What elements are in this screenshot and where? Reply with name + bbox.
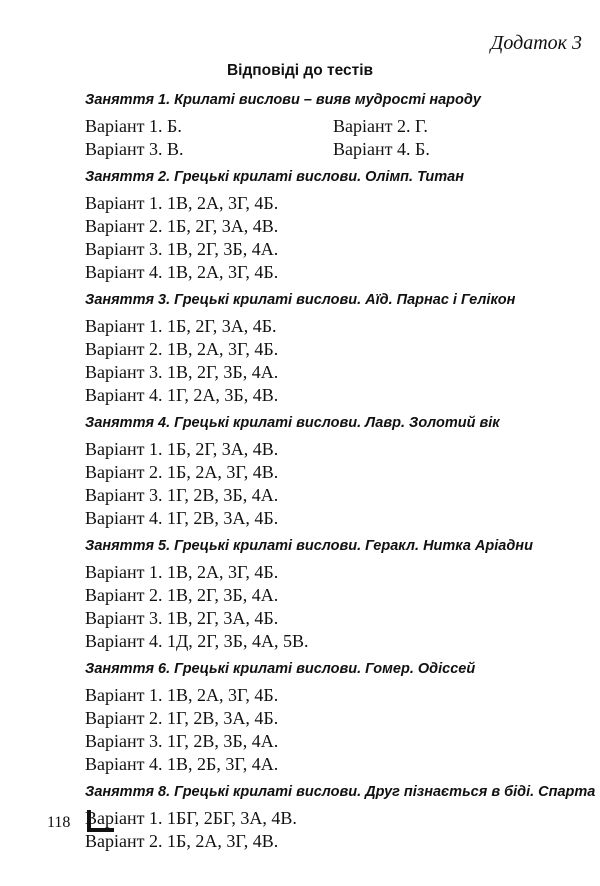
answer-line: Варіант 3. 1В, 2Г, 3Б, 4А. [85, 239, 279, 259]
answer-line: Варіант 1. Б. [85, 116, 182, 136]
page-title: Відповіді до тестів [226, 62, 374, 79]
answer-line: Варіант 3. 1В, 2Г, 3А, 4Б. [85, 608, 279, 628]
page-corner-mark [86, 808, 116, 834]
answer-line: Варіант 2. 1Г, 2В, 3А, 4Б. [85, 708, 279, 728]
lesson-heading: Заняття 8. Грецькі крилаті вислови. Друг пізнається в біді. Спарта [85, 784, 596, 800]
answer-line: Варіант 4. 1Г, 2В, 3А, 4Б. [85, 508, 279, 528]
answer-line: Варіант 3. 1В, 2Г, 3Б, 4А. [85, 362, 279, 382]
lesson-heading: Заняття 2. Грецькі крилаті вислови. Олімп. Титан [85, 169, 464, 185]
lesson-section-4 [85, 415, 575, 530]
answer-line: Варіант 2. 1В, 2А, 3Г, 4Б. [85, 339, 279, 359]
answer-line: Варіант 3. 1Г, 2В, 3Б, 4А. [85, 485, 279, 505]
lesson-section-8 [85, 784, 596, 853]
answer-line: Варіант 1. 1Б, 2Г, 3А, 4Б. [85, 316, 277, 336]
lesson-section-2 [85, 169, 575, 284]
answer-line: Варіант 4. 1В, 2Б, 3Г, 4А. [85, 754, 279, 774]
lesson-section-5 [85, 538, 575, 653]
answer-list [85, 807, 575, 853]
appendix-label: Додаток 3 [490, 32, 582, 54]
lesson-heading: Заняття 3. Грецькі крилаті вислови. Аїд. Парнас і Гелікон [85, 292, 516, 308]
answer-line: Варіант 4. 1В, 2А, 3Г, 4Б. [85, 262, 279, 282]
answer-list [85, 315, 575, 407]
lesson-heading: Заняття 1. Крилаті вислови – вияв мудрості народу [85, 92, 481, 108]
lesson-section-6 [85, 661, 575, 776]
lesson-heading: Заняття 4. Грецькі крилаті вислови. Лавр. Золотий вік [85, 415, 500, 431]
lesson-heading: Заняття 6. Грецькі крилаті вислови. Гомер. Одіссей [85, 661, 476, 677]
answer-list [85, 438, 575, 530]
page-number: 118 [47, 814, 71, 831]
answer-line: Варіант 1. 1В, 2А, 3Г, 4Б. [85, 193, 279, 213]
lesson-heading: Заняття 5. Грецькі крилаті вислови. Геракл. Нитка Аріадни [85, 538, 533, 554]
answer-list [85, 561, 575, 653]
answer-list [85, 192, 575, 284]
answer-line: Варіант 2. 1В, 2Г, 3Б, 4А. [85, 585, 279, 605]
answer-line: Варіант 1. 1БГ, 2БГ, 3А, 4В. [85, 808, 297, 828]
answer-line: Варіант 3. 1Г, 2В, 3Б, 4А. [85, 731, 279, 751]
answer-line: Варіант 2. 1Б, 2А, 3Г, 4В. [85, 462, 279, 482]
answer-line: Варіант 4. 1Д, 2Г, 3Б, 4А, 5В. [85, 631, 309, 651]
answer-line: Варіант 4. Б. [333, 139, 430, 159]
answer-line: Варіант 3. В. [85, 139, 184, 159]
answer-list [85, 115, 575, 161]
answer-line: Варіант 1. 1Б, 2Г, 3А, 4В. [85, 439, 279, 459]
answers-content [85, 92, 596, 853]
answer-line: Варіант 4. 1Г, 2А, 3Б, 4В. [85, 385, 279, 405]
answer-line: Варіант 1. 1В, 2А, 3Г, 4Б. [85, 685, 279, 705]
answer-list [85, 684, 575, 776]
lesson-section-1 [85, 92, 575, 161]
lesson-section-3 [85, 292, 575, 407]
answer-line: Варіант 2. 1Б, 2Г, 3А, 4В. [85, 216, 279, 236]
answer-line: Варіант 2. 1Б, 2А, 3Г, 4В. [85, 831, 279, 851]
answer-line: Варіант 2. Г. [333, 116, 428, 136]
answer-line: Варіант 1. 1В, 2А, 3Г, 4Б. [85, 562, 279, 582]
